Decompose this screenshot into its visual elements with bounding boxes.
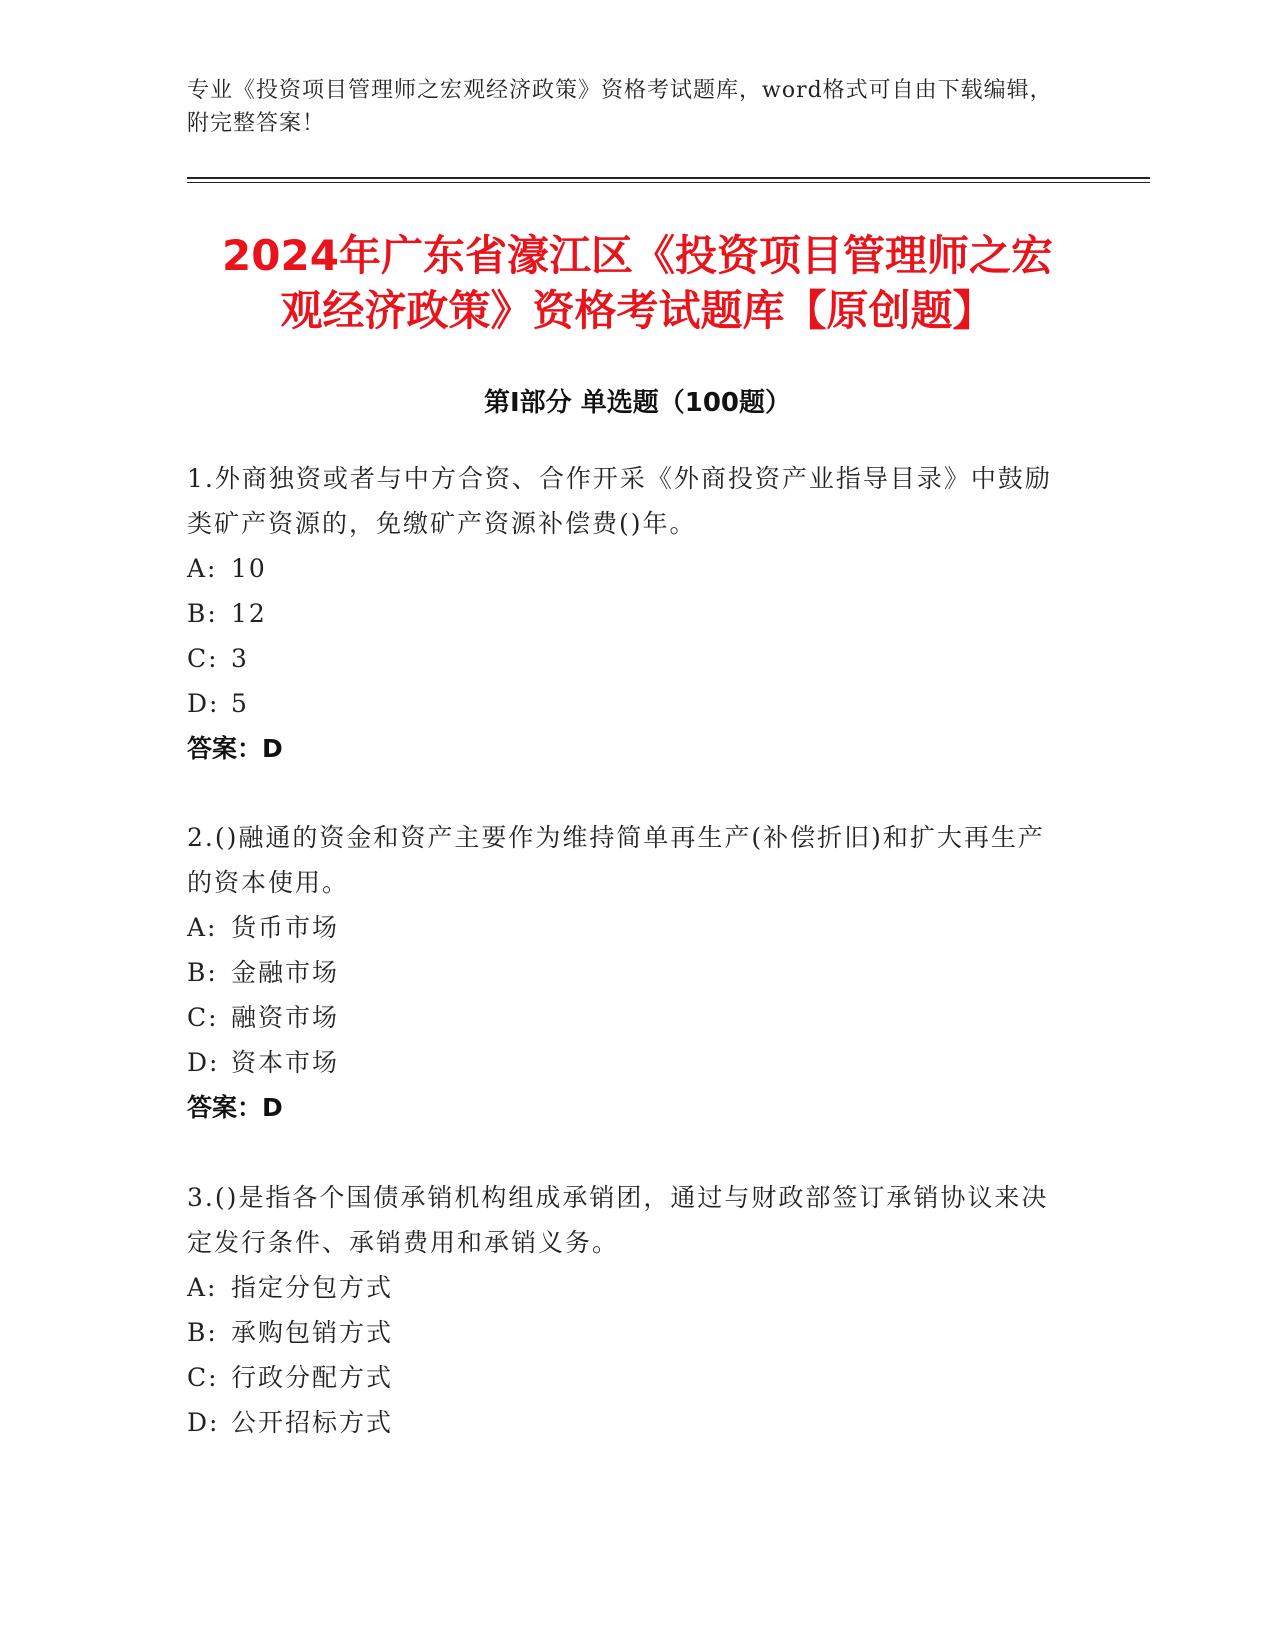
option-key: C: — [187, 644, 219, 673]
document-title — [150, 228, 1125, 338]
option-b — [187, 591, 1067, 636]
option-text: 3 — [231, 644, 249, 673]
header-note: 专业《投资项目管理师之宏观经济政策》资格考试题库，word格式可自由下载编辑，附完整答案！ — [187, 78, 1053, 136]
option-text: 融资市场 — [231, 1003, 340, 1032]
option-key: D: — [187, 1408, 220, 1437]
option-text: 5 — [231, 689, 249, 718]
option-key: A: — [187, 554, 218, 583]
option-text: 12 — [231, 599, 267, 628]
question-stem: 3.()是指各个国债承销机构组成承销团，通过与财政部签订承销协议来决定发行条件、承销费用和承销义务。 — [187, 1183, 1049, 1257]
option-key: A: — [187, 1273, 218, 1302]
option-d — [187, 1400, 1067, 1445]
option-c — [187, 995, 1067, 1040]
option-text: 10 — [231, 554, 267, 583]
header-rule-thin — [187, 182, 1150, 183]
option-key: B: — [187, 599, 218, 628]
document-title-line-2: 观经济政策》资格考试题库【原创题】 — [280, 286, 995, 335]
option-key: D: — [187, 689, 220, 718]
option-key: D: — [187, 1048, 220, 1077]
option-key: B: — [187, 958, 218, 987]
option-key: C: — [187, 1363, 219, 1392]
option-text: 指定分包方式 — [231, 1273, 394, 1302]
option-c — [187, 1355, 1067, 1400]
answer: 答案：D — [187, 1093, 283, 1122]
option-text: 金融市场 — [231, 958, 340, 987]
option-b — [187, 1310, 1067, 1355]
option-text: 行政分配方式 — [231, 1363, 394, 1392]
option-d — [187, 1040, 1067, 1085]
option-c — [187, 636, 1067, 681]
option-key: B: — [187, 1318, 218, 1347]
option-text: 货币市场 — [231, 913, 340, 942]
option-d — [187, 681, 1067, 726]
option-text: 承购包销方式 — [231, 1318, 394, 1347]
option-text: 公开招标方式 — [231, 1408, 394, 1437]
question-1 — [187, 456, 1067, 771]
header-rule-thick — [187, 177, 1150, 179]
option-a — [187, 546, 1067, 591]
option-text: 资本市场 — [231, 1048, 340, 1077]
question-stem: 1.外商独资或者与中方合资、合作开采《外商投资产业指导目录》中鼓励类矿产资源的，免缴矿产资源补偿费()年。 — [187, 464, 1052, 538]
option-key: A: — [187, 913, 218, 942]
question-2 — [187, 815, 1067, 1130]
option-a — [187, 905, 1067, 950]
answer: 答案：D — [187, 734, 283, 763]
question-3 — [187, 1175, 1067, 1445]
option-key: C: — [187, 1003, 219, 1032]
section-title: 第Ⅰ部分 单选题（100题） — [484, 388, 791, 418]
document-title-line-1: 2024年广东省濠江区《投资项目管理师之宏 — [222, 231, 1053, 280]
question-stem: 2.()融通的资金和资产主要作为维持简单再生产(补偿折旧)和扩大再生产的资本使用。 — [187, 823, 1045, 897]
option-a — [187, 1265, 1067, 1310]
option-b — [187, 950, 1067, 995]
